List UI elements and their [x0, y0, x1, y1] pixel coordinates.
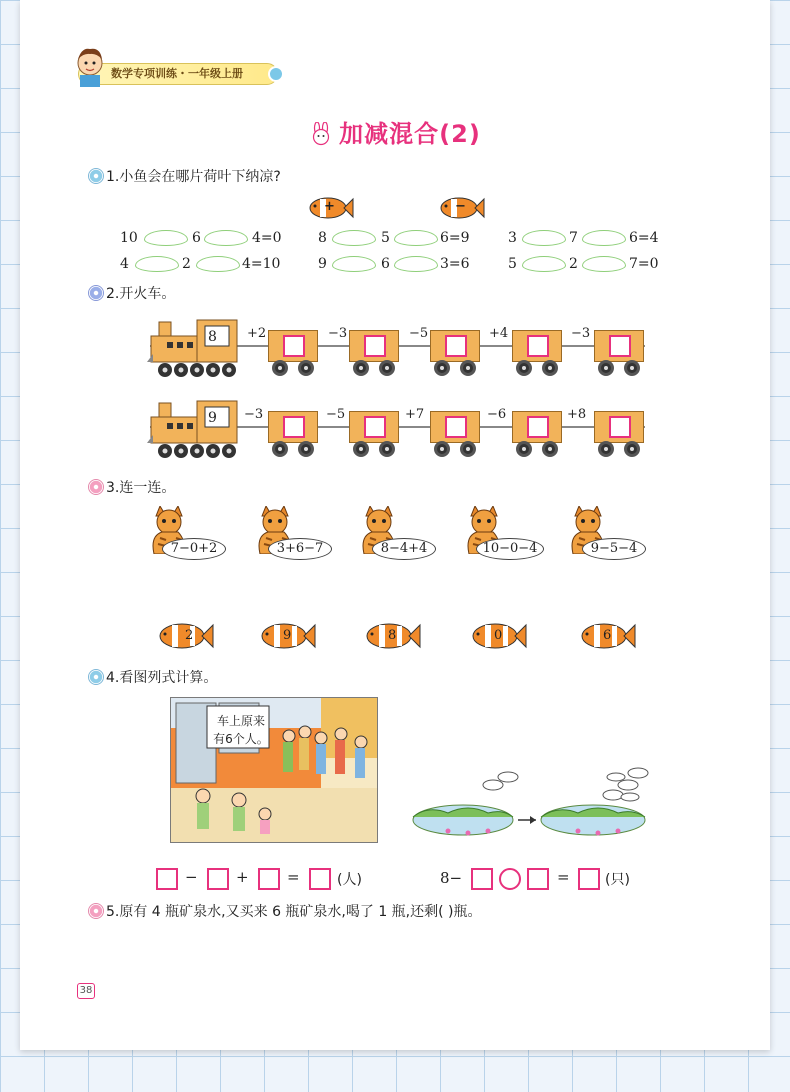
eq-num: 9 — [318, 256, 327, 272]
q2-flower-icon — [88, 285, 104, 301]
rabbit-icon — [309, 122, 333, 146]
op-label: +4 — [489, 326, 509, 341]
eq-num: 7=0 — [629, 256, 659, 272]
op-label: −5 — [409, 326, 429, 341]
eq-num: 4 — [120, 256, 129, 272]
answer-slot[interactable] — [527, 335, 549, 357]
lily-pad[interactable] — [332, 256, 376, 272]
wheel — [624, 360, 640, 376]
q4-label: 4.看图列式计算。 — [106, 670, 218, 686]
op-label: −3 — [244, 407, 264, 422]
lily-pad[interactable] — [582, 256, 626, 272]
start-number: 8 — [208, 329, 217, 345]
boy-avatar-icon — [72, 45, 108, 87]
wheel — [516, 441, 532, 457]
op-label: +8 — [567, 407, 587, 422]
answer-slot[interactable] — [283, 335, 305, 357]
q5-flower-icon — [88, 903, 104, 919]
op-label: −6 — [487, 407, 507, 422]
speech-line: 有6个人。 — [213, 732, 269, 746]
answer-slot[interactable] — [609, 335, 631, 357]
q1-label: 1.小鱼会在哪片荷叶下纳凉? — [106, 169, 281, 185]
answer-box[interactable] — [527, 868, 549, 890]
wheel — [379, 360, 395, 376]
train-car — [594, 411, 644, 443]
q1-flower-icon — [88, 168, 104, 184]
expression-oval[interactable]: 3+6−7 — [268, 538, 332, 560]
bus-scene-illustration — [171, 698, 378, 843]
expression-oval[interactable]: 9−5−4 — [582, 538, 646, 560]
lily-pad[interactable] — [394, 256, 438, 272]
train-car — [349, 411, 399, 443]
eq-num: 5 — [381, 230, 390, 246]
fish-icon[interactable] — [154, 622, 214, 650]
operator-circle[interactable] — [499, 868, 521, 890]
op-label: −5 — [326, 407, 346, 422]
wheel — [624, 441, 640, 457]
answer-box[interactable] — [578, 868, 600, 890]
op-label: −3 — [328, 326, 348, 341]
q5-label: 5.原有 4 瓶矿泉水,又买来 6 瓶矿泉水,喝了 1 瓶,还剩( )瓶。 — [106, 904, 482, 920]
lily-pad[interactable] — [522, 256, 566, 272]
eq-num: 3=6 — [440, 256, 470, 272]
speech-line: 车上原来 — [216, 714, 265, 728]
eq-num: 4=0 — [252, 230, 282, 246]
wheel — [298, 441, 314, 457]
eq-num: 7 — [569, 230, 578, 246]
eq-num: 2 — [569, 256, 578, 272]
fish-number: 2 — [185, 628, 194, 643]
train-car — [349, 330, 399, 362]
eq-num: 3 — [508, 230, 517, 246]
answer-box[interactable] — [207, 868, 229, 890]
eq2-prefix: 8− — [440, 869, 463, 887]
fish-number: 8 — [388, 628, 397, 643]
page-number: 38 — [77, 983, 95, 999]
eq-num: 6=4 — [629, 230, 659, 246]
start-number: 9 — [208, 410, 217, 426]
minus-sign: − — [455, 199, 466, 214]
unit-people: (人) — [337, 872, 362, 888]
geese-pond-illustration — [408, 765, 658, 845]
wheel — [353, 360, 369, 376]
train-car — [512, 330, 562, 362]
expression-oval[interactable]: 8−4+4 — [372, 538, 436, 560]
locomotive-icon — [147, 399, 239, 461]
eq-num: 6=9 — [440, 230, 470, 246]
plus-sign: + — [324, 199, 335, 214]
lily-pad[interactable] — [332, 230, 376, 246]
wheel — [353, 441, 369, 457]
q3-flower-icon — [88, 479, 104, 495]
train-car — [430, 411, 480, 443]
eq-num: 5 — [508, 256, 517, 272]
expression-oval[interactable]: 7−0+2 — [162, 538, 226, 560]
eq-num: 2 — [182, 256, 191, 272]
lily-pad[interactable] — [144, 230, 188, 246]
unit-geese: (只) — [605, 872, 630, 888]
train-car — [268, 330, 318, 362]
lily-pad[interactable] — [582, 230, 626, 246]
wheel — [272, 441, 288, 457]
lily-pad[interactable] — [204, 230, 248, 246]
wheel — [434, 441, 450, 457]
page-title-text: 加减混合(2) — [339, 120, 481, 148]
equals-op: = — [557, 868, 570, 886]
equals-op: = — [287, 868, 300, 886]
wheel — [460, 441, 476, 457]
wheel — [516, 360, 532, 376]
answer-box[interactable] — [309, 868, 331, 890]
lily-pad[interactable] — [196, 256, 240, 272]
train-car — [594, 330, 644, 362]
wheel — [298, 360, 314, 376]
eq-num: 8 — [318, 230, 327, 246]
wheel — [460, 360, 476, 376]
lily-pad[interactable] — [394, 230, 438, 246]
header-banner: 数学专项训练・一年级上册 — [78, 63, 278, 85]
train-car — [430, 330, 480, 362]
eq-num: 4=10 — [242, 256, 281, 272]
q3-label: 3.连一连。 — [106, 480, 176, 496]
answer-slot[interactable] — [445, 335, 467, 357]
answer-box[interactable] — [258, 868, 280, 890]
bus-scene-image — [170, 697, 378, 843]
op-label: +2 — [247, 326, 267, 341]
q2-label: 2.开火车。 — [106, 286, 176, 302]
eq-num: 6 — [381, 256, 390, 272]
fish-number: 6 — [603, 628, 612, 643]
wheel — [542, 441, 558, 457]
wheel — [379, 441, 395, 457]
wheel — [434, 360, 450, 376]
locomotive-icon — [147, 318, 239, 380]
wheel — [598, 360, 614, 376]
answer-slot[interactable] — [609, 416, 631, 438]
answer-slot[interactable] — [364, 335, 386, 357]
plus-op: + — [236, 868, 249, 886]
answer-slot[interactable] — [445, 416, 467, 438]
lily-pad[interactable] — [522, 230, 566, 246]
wheel — [598, 441, 614, 457]
wheel — [542, 360, 558, 376]
answer-slot[interactable] — [527, 416, 549, 438]
eq-num: 10 — [120, 230, 138, 246]
page-title — [0, 114, 790, 149]
op-label: −3 — [571, 326, 591, 341]
speech-bubble — [212, 712, 270, 748]
wheel — [272, 360, 288, 376]
eq-num: 6 — [192, 230, 201, 246]
train-car — [512, 411, 562, 443]
answer-slot[interactable] — [364, 416, 386, 438]
expression-oval[interactable]: 10−0−4 — [476, 538, 544, 560]
answer-box[interactable] — [471, 868, 493, 890]
lily-pad[interactable] — [135, 256, 179, 272]
answer-box[interactable] — [156, 868, 178, 890]
answer-slot[interactable] — [283, 416, 305, 438]
fish-number: 0 — [494, 628, 503, 643]
banner-end-icon — [268, 66, 284, 82]
op-label: +7 — [405, 407, 425, 422]
fish-number: 9 — [283, 628, 292, 643]
q4-flower-icon — [88, 669, 104, 685]
train-car — [268, 411, 318, 443]
minus-op: − — [185, 868, 198, 886]
